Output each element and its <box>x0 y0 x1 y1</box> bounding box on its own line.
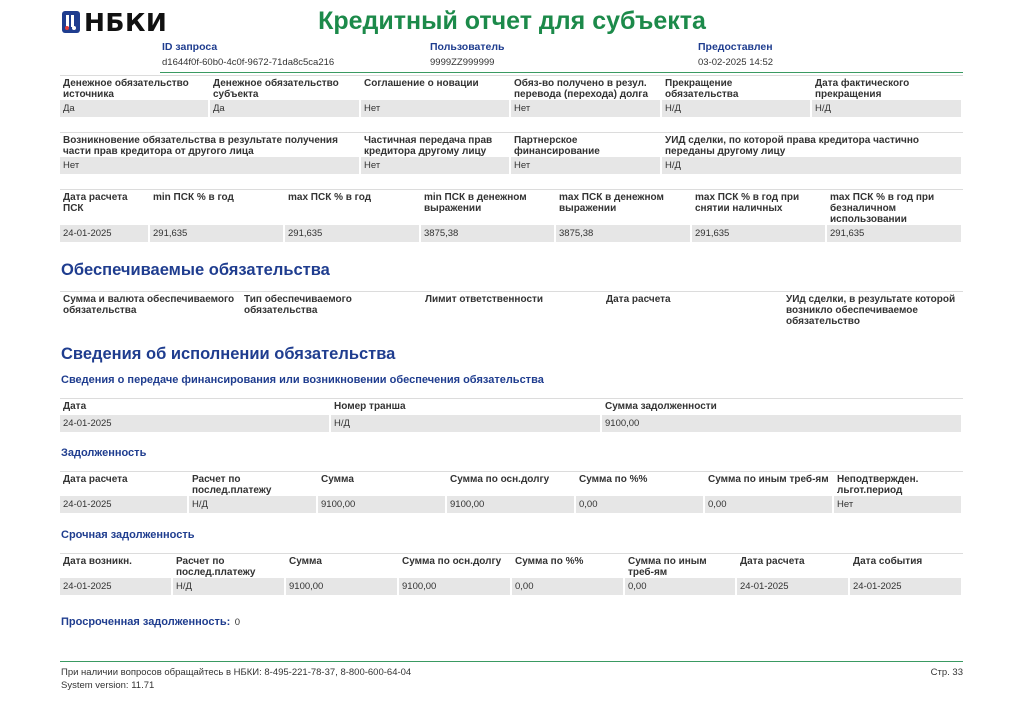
table-cell: 9100,00 <box>399 578 512 595</box>
table-header: Дата <box>60 398 331 415</box>
header-divider <box>160 72 963 73</box>
nbki-logo-icon <box>62 11 80 33</box>
table-row <box>60 225 963 242</box>
table-cell: Нет <box>60 157 361 174</box>
table-header: УИд сделки, в результате которой возникло обеспечиваемое обязательство <box>783 291 963 327</box>
table-row <box>60 100 963 117</box>
table-cell: 24-01-2025 <box>850 578 963 595</box>
financing-transfer-table <box>60 398 963 432</box>
provided-value: 03-02-2025 14:52 <box>698 57 774 68</box>
table-header-row <box>60 553 963 578</box>
table-header: Сумма <box>318 471 447 496</box>
table-cell: 24-01-2025 <box>60 225 150 242</box>
overdue-debt <box>61 612 240 630</box>
table-header: Сумма по осн.долгу <box>447 471 576 496</box>
table-cell: Да <box>60 100 210 117</box>
table-header: Сумма <box>286 553 399 578</box>
table-cell: 3875,38 <box>421 225 556 242</box>
table-cell: 3875,38 <box>556 225 692 242</box>
table-header: Дата расчета <box>60 471 189 496</box>
page-number: Стр. 33 <box>930 667 963 678</box>
table-header: Сумма по иным треб-ям <box>625 553 737 578</box>
table-cell: Н/Д <box>662 100 812 117</box>
table-row <box>60 578 963 595</box>
table-header: min ПСК % в год <box>150 189 285 225</box>
table-header: Дата расчета ПСК <box>60 189 150 225</box>
obligation-flags-table <box>60 75 963 117</box>
table-header: min ПСК в денежном выражении <box>421 189 556 225</box>
table-header: Возникновение обязательства в результате получения части прав кредитора от другого лица <box>60 132 361 157</box>
current-debt-table <box>60 553 963 595</box>
table-header: Сумма задолженности <box>602 398 963 415</box>
table-header: Сумма по осн.долгу <box>399 553 512 578</box>
table-cell: 9100,00 <box>286 578 399 595</box>
table-header: Сумма и валюта обеспечиваемого обязательства <box>60 291 241 327</box>
secured-obligations-title: Обеспечиваемые обязательства <box>61 261 330 279</box>
table-cell: 291,635 <box>692 225 827 242</box>
financing-transfer-subtitle: Сведения о передаче финансирования или возникновении обеспечения обязательства <box>61 374 544 386</box>
table-cell: 291,635 <box>285 225 421 242</box>
table-header: max ПСК в денежном выражении <box>556 189 692 225</box>
table-header-row <box>60 132 963 157</box>
debt-table <box>60 471 963 513</box>
table-header: Дата фактического прекращения <box>812 75 963 100</box>
table-header: max ПСК % в год при снятии наличных <box>692 189 827 225</box>
table-cell: Н/Д <box>189 496 318 513</box>
user-value: 9999ZZ999999 <box>430 57 495 68</box>
table-header: Денежное обязательство субъекта <box>210 75 361 100</box>
table-header: Дата возникн. <box>60 553 173 578</box>
table-row <box>60 415 963 432</box>
table-header: Расчет по послед.платежу <box>173 553 286 578</box>
table-cell: Н/Д <box>331 415 602 432</box>
request-id-label: ID запроса <box>162 41 218 53</box>
table-header-row <box>60 189 963 225</box>
table-header: max ПСК % в год при безналичном использовании <box>827 189 963 225</box>
table-cell: 24-01-2025 <box>737 578 850 595</box>
footer-contact: При наличии вопросов обращайтесь в НБКИ: 8-495-221-78-37, 8-800-600-64-04 <box>61 667 412 678</box>
table-header-row <box>60 471 963 496</box>
table-cell: Нет <box>361 100 511 117</box>
table-header: Сумма по %% <box>576 471 705 496</box>
debt-subtitle: Задолженность <box>61 447 147 459</box>
table-header: Сумма по иным треб-ям <box>705 471 834 496</box>
table-header: Дата расчета <box>737 553 850 578</box>
table-cell: Н/Д <box>173 578 286 595</box>
logo-text: НБКИ <box>84 7 168 37</box>
table-header: Дата расчета <box>603 291 783 327</box>
user-label: Пользователь <box>430 41 505 53</box>
table-cell: 9100,00 <box>318 496 447 513</box>
table-cell: 0,00 <box>625 578 737 595</box>
table-header: Дата события <box>850 553 963 578</box>
table-cell: 0,00 <box>705 496 834 513</box>
table-cell: Нет <box>511 100 662 117</box>
table-header: Денежное обязательство источника <box>60 75 210 100</box>
overdue-debt-label: Просроченная задолженность: <box>61 616 231 628</box>
table-row <box>60 496 963 513</box>
table-header: Неподтвержден. льгот.период <box>834 471 963 496</box>
table-header: Частичная передача прав кредитора другому лицу <box>361 132 511 157</box>
table-cell: 24-01-2025 <box>60 415 331 432</box>
rights-transfer-table <box>60 132 963 174</box>
table-header: Тип обеспечиваемого обязательства <box>241 291 422 327</box>
table-header: Соглашение о новации <box>361 75 511 100</box>
table-cell: 0,00 <box>576 496 705 513</box>
psk-table <box>60 189 963 242</box>
footer-version: System version: 11.71 <box>61 680 155 691</box>
table-cell: 24-01-2025 <box>60 496 189 513</box>
table-header: Расчет по послед.платежу <box>189 471 318 496</box>
table-cell: Да <box>210 100 361 117</box>
table-header-row <box>60 75 963 100</box>
table-header: Лимит ответственности <box>422 291 603 327</box>
table-header-row <box>60 398 963 415</box>
page-title: Кредитный отчет для субъекта <box>318 7 706 35</box>
table-cell: Нет <box>511 157 662 174</box>
provided-label: Предоставлен <box>698 41 773 53</box>
table-header: Партнерское финансирование <box>511 132 662 157</box>
table-cell: 0,00 <box>512 578 625 595</box>
request-id-value: d1644f0f-60b0-4c0f-9672-71da8c5ca216 <box>162 57 335 68</box>
table-header: УИД сделки, по которой права кредитора частично переданы другому лицу <box>662 132 963 157</box>
obligation-execution-title: Сведения об исполнении обязательства <box>61 345 396 363</box>
table-cell: Н/Д <box>662 157 963 174</box>
current-debt-subtitle: Срочная задолженность <box>61 529 195 541</box>
table-cell: Нет <box>834 496 963 513</box>
footer-divider <box>60 661 963 662</box>
secured-obligations-table <box>60 291 963 327</box>
table-header: Обяз-во получено в резул. перевода (перехода) долга <box>511 75 662 100</box>
table-cell: Нет <box>361 157 511 174</box>
table-header-row <box>60 291 963 327</box>
table-header: max ПСК % в год <box>285 189 421 225</box>
table-cell: 24-01-2025 <box>60 578 173 595</box>
table-header: Номер транша <box>331 398 602 415</box>
table-header: Прекращение обязательства <box>662 75 812 100</box>
table-cell: 9100,00 <box>447 496 576 513</box>
logo <box>62 7 168 37</box>
table-row <box>60 157 963 174</box>
table-cell: 291,635 <box>150 225 285 242</box>
overdue-debt-value: 0 <box>234 617 241 628</box>
table-cell: Н/Д <box>812 100 963 117</box>
table-cell: 9100,00 <box>602 415 963 432</box>
table-header: Сумма по %% <box>512 553 625 578</box>
table-cell: 291,635 <box>827 225 963 242</box>
